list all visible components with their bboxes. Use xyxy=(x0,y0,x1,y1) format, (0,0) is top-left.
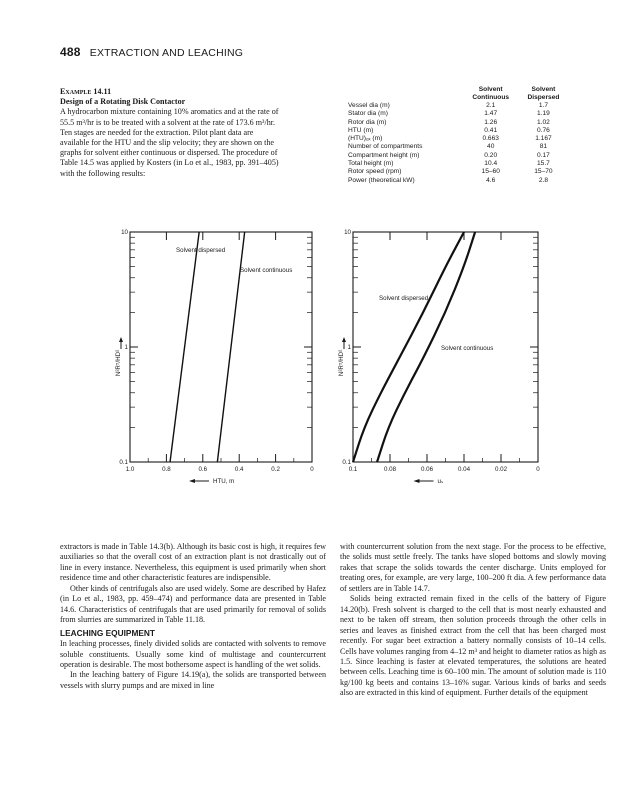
series-label: Solvent continuous xyxy=(441,345,494,352)
body-column-left xyxy=(60,542,326,691)
body-paragraph: Other kinds of centrifugals also are used widely. Some are described by Hafez (in Lo et al., 1983, pp. 459–474) and performance data are presented in Table 14.6. Characteristics of centrifugals that are used primarily for removal of solids from slurries are summarized in Table 11.18. xyxy=(60,583,326,625)
x-tick-label: 0.8 xyxy=(162,466,171,473)
x-tick-label: 0.2 xyxy=(271,466,280,473)
cell-value: 1.167 xyxy=(535,135,552,143)
example-text-line: A hydrocarbon mixture containing 10% aromatics and at the rate of xyxy=(60,107,279,117)
y-tick-label: 1 xyxy=(347,344,351,351)
cell-value: 40 xyxy=(487,143,495,151)
x-tick-label: 0.02 xyxy=(494,466,508,473)
table-row xyxy=(348,127,568,135)
table-row xyxy=(348,160,568,168)
y-tick-label: 10 xyxy=(121,229,128,236)
figure-charts xyxy=(110,228,550,498)
cell-value: 2.8 xyxy=(538,176,549,184)
section-heading: LEACHING EQUIPMENT xyxy=(60,627,155,638)
cell-value: 1.47 xyxy=(484,110,498,118)
table-row xyxy=(348,143,568,151)
page-number: 488 xyxy=(60,45,81,59)
y-tick-label: 0.1 xyxy=(119,459,128,466)
x-tick-label: 0 xyxy=(536,466,540,473)
x-tick-label: 0.04 xyxy=(457,466,471,473)
row-label: Compartment height (m) xyxy=(348,151,420,159)
x-axis-label: HTU, m xyxy=(213,478,235,485)
body-column-right xyxy=(340,542,606,699)
x-tick-label: 0.4 xyxy=(234,466,244,473)
x-tick-label: 0.06 xyxy=(420,466,434,473)
header-dispersed: Dispersed xyxy=(527,94,560,101)
x-axis-label: uₛ xyxy=(437,478,444,485)
cell-value: 15–70 xyxy=(534,168,553,176)
header-continuous: Continuous xyxy=(472,94,510,101)
cell-value: 1.02 xyxy=(537,118,550,126)
row-label: Rotor speed (rpm) xyxy=(348,168,402,176)
table-row xyxy=(348,110,568,118)
row-label: Total height (m) xyxy=(348,160,394,168)
y-axis-label: N²R⁵/HD² xyxy=(338,349,345,377)
cell-value: 4.6 xyxy=(486,176,496,184)
table-row xyxy=(348,135,568,143)
body-paragraph: In leaching processes, finely divided solids are contacted with solvents to remove soluble constituents. Usually some kind of multistage and countercurrent operation is desirable. The most bothersome aspect is handling of the wet solids. xyxy=(60,639,326,669)
row-label: Rotor dia (m) xyxy=(348,118,387,126)
row-label: Number of compartments xyxy=(348,143,423,151)
results-table xyxy=(348,86,568,185)
results-header-dispersed xyxy=(519,86,568,102)
x-axis-arrowhead xyxy=(414,479,420,483)
y-tick-label: 0.1 xyxy=(342,459,351,466)
cell-value: 10.4 xyxy=(484,160,498,168)
table-row xyxy=(348,119,568,127)
table-row xyxy=(348,168,568,176)
cell-value: 1.19 xyxy=(537,110,550,118)
cell-value: 0.663 xyxy=(482,135,499,143)
series-line-solvent-dispersed xyxy=(170,232,199,462)
x-tick-label: 0.1 xyxy=(348,466,358,473)
example-text-line: Ten stages are needed for the extraction. Pilot plant data are xyxy=(60,127,254,137)
cell-value: 2.1 xyxy=(486,102,496,109)
x-tick-label: 1.0 xyxy=(125,466,135,473)
cell-value: 15–60 xyxy=(481,168,500,176)
cell-value: 0.17 xyxy=(537,151,550,159)
y-axis-arrowhead xyxy=(119,337,123,342)
y-tick-label: 10 xyxy=(344,229,351,236)
running-title: EXTRACTION AND LEACHING xyxy=(89,47,244,59)
row-label: Stator dia (m) xyxy=(348,110,388,118)
example-text-line: available for the HTU and the slip velocity; they are shown on the xyxy=(60,138,274,148)
running-header xyxy=(60,45,243,59)
x-axis-arrowhead xyxy=(189,479,195,483)
series-label: Solvent dispersed xyxy=(176,247,226,254)
body-paragraph: Solids being extracted remain fixed in the cells of the battery of Figure 14.20(b). Fresh solvent is charged to the cell that is most nearly exhausted and next to be taken off stream, then solution proceeds through the other cells in series and leaves as finished extract from the cell that has been charged most recently. For sugar beet extraction a battery normally consists of 10–14 cells. Cells have volumes ranging from 4–12 m³ and height to diameter ratios as high as 1.5. Since leaching is faster at elevated temperatures, the solutions are heated between cells. Leaching time is 60–100 min. The amount of solution made is 110 kg/100 kg beets and contains 13–16% sugar. Various kinds of barks and seeds also are extracted in this kind of equipment. Further details of the equipment xyxy=(340,594,606,698)
body-paragraph: with countercurrent solution from the next stage. For the process to be effective, the solids must settle freely. The tanks have sloped bottoms and slowly moving rakes that scrape the solids towards the center discharge. Units employed for treating ores, for example, are very large, 100–200 ft dia. A few performance data of settlers are in Table 14.7. xyxy=(340,542,606,593)
row-label: Vessel dia (m) xyxy=(348,102,390,109)
row-label: (HTU)ₒₓ (m) xyxy=(348,135,383,143)
series-label: Solvent dispersed xyxy=(379,295,429,302)
results-table-body xyxy=(348,102,568,185)
body-paragraph: In the leaching battery of Figure 14.19(a), the solids are transported between vessels with slurry pumps and are mixed in line xyxy=(60,670,326,690)
cell-value: 0.20 xyxy=(484,151,498,159)
row-label: HTU (m) xyxy=(348,126,374,134)
x-tick-label: 0.08 xyxy=(383,466,397,473)
cell-value: 81 xyxy=(539,143,548,151)
cell-value: 0.41 xyxy=(484,126,498,134)
cell-value: 15.7 xyxy=(537,160,550,168)
series-label: Solvent continuous xyxy=(240,267,293,274)
example-block xyxy=(60,87,345,179)
table-row xyxy=(348,177,568,185)
example-label: Example 14.11 xyxy=(60,87,112,96)
x-tick-label: 0.6 xyxy=(198,466,208,473)
header-solvent-2: Solvent xyxy=(531,86,556,93)
y-tick-label: 1 xyxy=(124,344,128,351)
y-axis-arrowhead xyxy=(342,337,346,342)
table-row xyxy=(348,102,568,110)
header-solvent-1: Solvent xyxy=(478,86,503,93)
example-text-line: with the following results: xyxy=(60,168,146,178)
y-axis-label: N²R⁵/HD² xyxy=(115,349,122,377)
example-text-line: 55.5 m³/hr is to be treated with a solvent at the rate of 173.6 m³/hr. xyxy=(60,117,276,127)
table-row xyxy=(348,152,568,160)
results-header-continuous xyxy=(463,86,519,102)
example-title: Design of a Rotating Disk Contactor xyxy=(60,97,186,107)
x-tick-label: 0 xyxy=(310,466,314,473)
example-text-line: Table 14.5 was applied by Kosters (in Lo et al., 1983, pp. 391–405) xyxy=(60,158,279,168)
cell-value: 1.7 xyxy=(538,102,549,109)
body-paragraph: extractors is made in Table 14.3(b). Although its basic cost is high, it requires few auxiliaries so that the overall cost of an extraction plant is not drastically out of line in every instance. Nevertheless, this equipment is used primarily when short residence time and other characteristic features are indispensible. xyxy=(60,542,326,583)
example-text-line: graphs for solvent either continuous or dispersed. The procedure of xyxy=(60,148,278,158)
cell-value: 0.76 xyxy=(537,126,550,134)
results-header-blank xyxy=(348,86,463,102)
row-label: Power (theoretical kW) xyxy=(348,176,415,184)
cell-value: 1.26 xyxy=(484,118,498,126)
